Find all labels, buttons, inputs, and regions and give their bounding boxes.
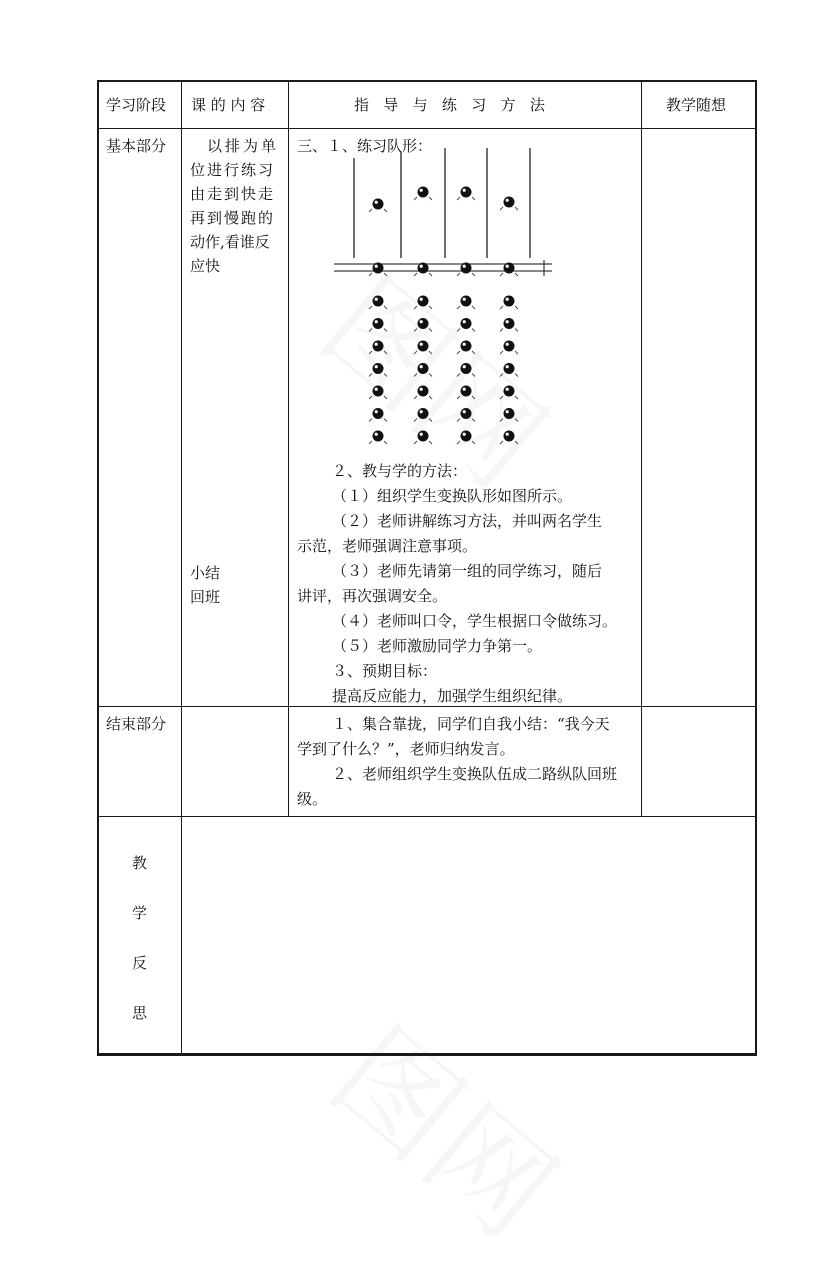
- header-content: 课 的 内 容: [191, 96, 266, 114]
- runner: [504, 197, 515, 208]
- waiting-student-highlight: [375, 320, 378, 323]
- waiting-student-highlight: [463, 410, 466, 413]
- waiting-student-highlight: [420, 388, 423, 391]
- waiting-student: [461, 408, 472, 419]
- content-line: 由走到快走: [190, 185, 276, 203]
- waiting-student: [373, 318, 384, 329]
- method-1: （１）组织学生变换队形如图所示。: [332, 487, 573, 505]
- method-4: （４）老师叫口令，学生根据口令做练习。: [332, 612, 618, 630]
- waiting-student-highlight: [420, 410, 423, 413]
- runner: [461, 187, 472, 198]
- goal-title: ３、预期目标：: [332, 662, 438, 680]
- front-row-student-highlight: [506, 265, 509, 268]
- waiting-student-highlight: [375, 388, 378, 391]
- waiting-student: [418, 318, 429, 329]
- waiting-student: [418, 408, 429, 419]
- waiting-student: [373, 386, 384, 397]
- waiting-student: [504, 341, 515, 352]
- waiting-student: [461, 431, 472, 442]
- waiting-student: [461, 341, 472, 352]
- content-line: 动作,看谁反: [190, 233, 270, 251]
- waiting-student: [418, 431, 429, 442]
- waiting-student-highlight: [420, 320, 423, 323]
- waiting-student: [373, 431, 384, 442]
- waiting-student: [373, 341, 384, 352]
- ending-stage: 结束部分: [106, 715, 167, 733]
- waiting-student-highlight: [375, 298, 378, 301]
- header-stage: 学习阶段: [106, 96, 167, 114]
- runner: [418, 187, 429, 198]
- waiting-student-highlight: [463, 343, 466, 346]
- waiting-student-highlight: [463, 298, 466, 301]
- waiting-student-highlight: [463, 388, 466, 391]
- runner: [373, 199, 384, 210]
- col-divider-3: [641, 80, 642, 817]
- reflection-char: 反: [132, 954, 148, 972]
- content-line: 再到慢跑的: [190, 209, 276, 227]
- ending-rule: [97, 816, 757, 817]
- waiting-student: [461, 296, 472, 307]
- col-divider-2: [288, 80, 289, 817]
- waiting-student-highlight: [375, 433, 378, 436]
- waiting-student-highlight: [506, 433, 509, 436]
- waiting-student: [418, 363, 429, 374]
- waiting-student: [418, 386, 429, 397]
- waiting-student-highlight: [375, 365, 378, 368]
- step1-title: 三、１、练习队形：: [297, 137, 433, 155]
- waiting-student: [504, 318, 515, 329]
- runner-highlight: [463, 189, 466, 192]
- waiting-student-highlight: [506, 320, 509, 323]
- front-row-student: [504, 263, 515, 274]
- front-row-student-highlight: [420, 265, 423, 268]
- waiting-student: [504, 296, 515, 307]
- waiting-student-highlight: [506, 410, 509, 413]
- waiting-student-highlight: [375, 410, 378, 413]
- return-label: 回班: [190, 588, 221, 606]
- waiting-student-highlight: [375, 343, 378, 346]
- waiting-student-highlight: [420, 365, 423, 368]
- step2-title: ２、教与学的方法：: [332, 462, 468, 480]
- basic-stage: 基本部分: [106, 137, 167, 155]
- method-5: （５）老师激励同学力争第一。: [332, 637, 543, 655]
- method-2b: 示范，老师强调注意事项。: [297, 537, 478, 555]
- method-3a: （３）老师先请第一组的同学练习，随后: [332, 562, 603, 580]
- ending-line-2b: 级。: [297, 790, 328, 808]
- waiting-student-highlight: [420, 343, 423, 346]
- waiting-student: [373, 363, 384, 374]
- waiting-student-highlight: [506, 365, 509, 368]
- waiting-student-highlight: [420, 298, 423, 301]
- basic-rule: [97, 706, 757, 707]
- front-row-student-highlight: [375, 265, 378, 268]
- watermark-bottom: [303, 983, 597, 1269]
- front-row-student: [418, 263, 429, 274]
- waiting-student: [373, 296, 384, 307]
- reflection-char: 教: [132, 854, 148, 872]
- waiting-student: [504, 363, 515, 374]
- content-line: 应快: [190, 257, 221, 275]
- runner-highlight: [375, 201, 378, 204]
- waiting-student: [373, 408, 384, 419]
- waiting-student-highlight: [463, 433, 466, 436]
- table-border-top: [97, 80, 757, 82]
- content-line: 位进行练习: [190, 161, 276, 179]
- content-line: 以排为单: [207, 137, 280, 155]
- waiting-student: [418, 341, 429, 352]
- waiting-student: [504, 408, 515, 419]
- waiting-student: [504, 386, 515, 397]
- waiting-student: [461, 386, 472, 397]
- waiting-student: [461, 363, 472, 374]
- ending-line-2a: ２、老师组织学生变换队伍成二路纵队回班: [332, 765, 618, 783]
- waiting-student-highlight: [463, 365, 466, 368]
- runner-highlight: [506, 199, 509, 202]
- method-2a: （２）老师讲解练习方法，并叫两名学生: [332, 512, 603, 530]
- waiting-student: [461, 318, 472, 329]
- header-method: 指 导 与 练 习 方 法: [354, 96, 545, 114]
- col-divider-1: [181, 80, 182, 1056]
- method-3b: 讲评，再次强调安全。: [297, 587, 448, 605]
- runner-highlight: [420, 189, 423, 192]
- goal-text: 提高反应能力，加强学生组织纪律。: [332, 687, 573, 705]
- ending-line-1b: 学到了什么？”，老师归纳发言。: [297, 740, 515, 758]
- front-row-student: [461, 263, 472, 274]
- table-border-left: [97, 80, 99, 1056]
- waiting-student-highlight: [506, 298, 509, 301]
- table-border-bottom: [97, 1053, 757, 1056]
- waiting-student-highlight: [506, 343, 509, 346]
- reflection-char: 思: [132, 1004, 148, 1022]
- waiting-student: [418, 296, 429, 307]
- summary-label: 小结: [190, 564, 221, 582]
- waiting-student-highlight: [420, 433, 423, 436]
- waiting-student-highlight: [463, 320, 466, 323]
- formation-diagram: [330, 140, 560, 450]
- front-row-student: [373, 263, 384, 274]
- waiting-student-highlight: [506, 388, 509, 391]
- front-row-student-highlight: [463, 265, 466, 268]
- header-rule: [97, 128, 757, 129]
- reflection-char: 学: [132, 904, 148, 922]
- table-border-right: [755, 80, 757, 1056]
- waiting-student: [504, 431, 515, 442]
- ending-line-1a: １、集合靠拢，同学们自我小结：“我今天: [332, 715, 610, 733]
- header-notes: 教学随想: [666, 96, 727, 114]
